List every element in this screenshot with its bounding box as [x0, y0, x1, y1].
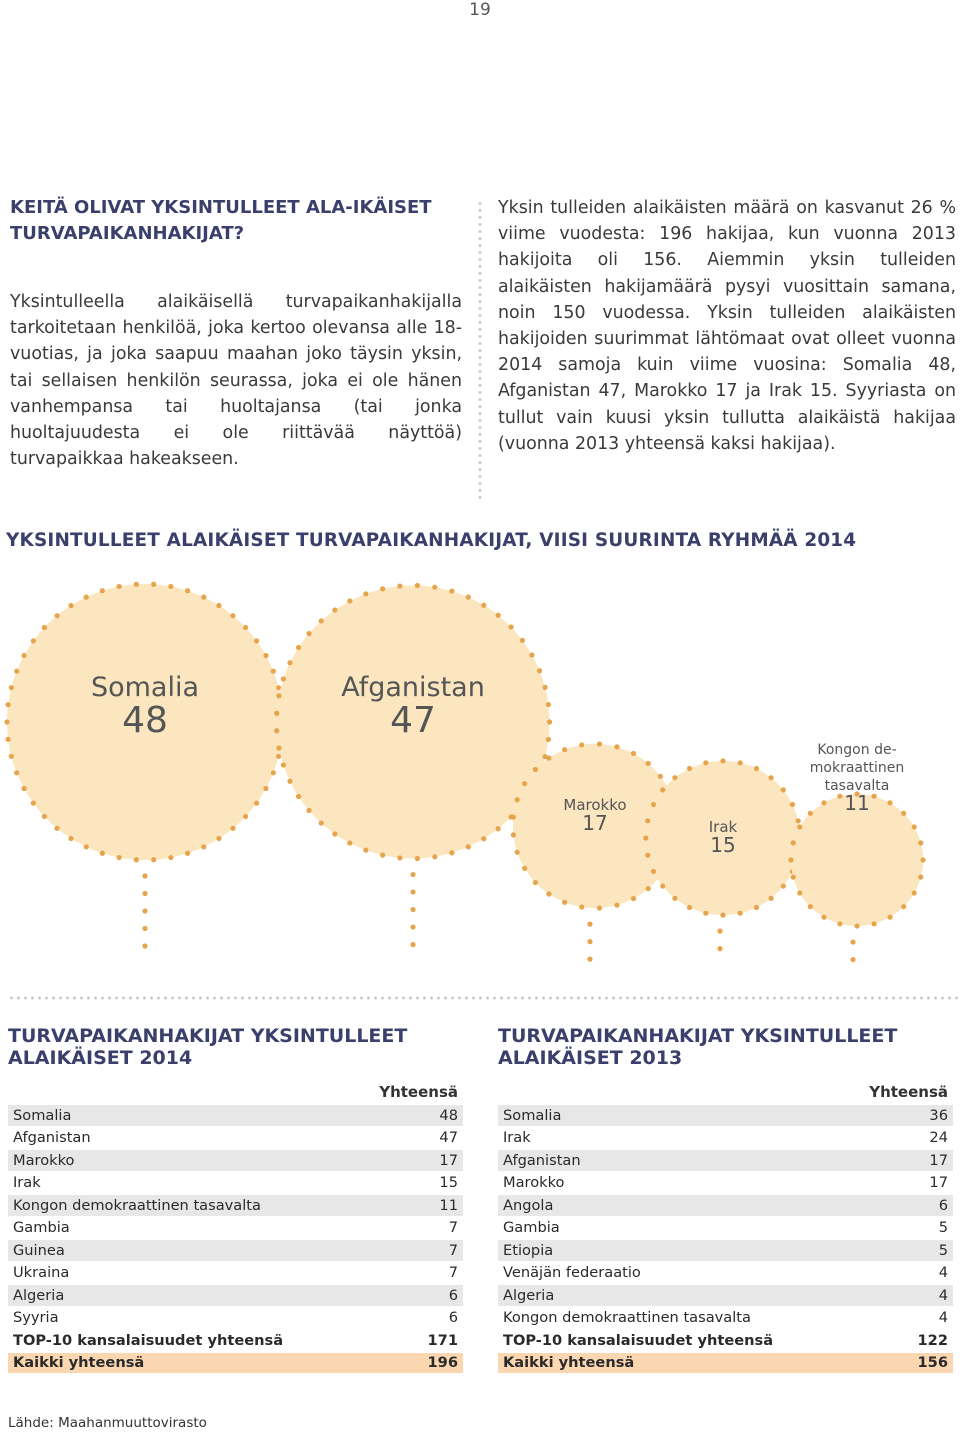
bubble-outline-dot [243, 625, 248, 630]
bubble-outline-dot [380, 586, 385, 591]
bubble-outline-dot [230, 613, 235, 618]
bubble-outline-dot [432, 854, 437, 859]
table-2014-title-line-1: TURVAPAIKANHAKIJAT YKSINTULLEET [8, 1025, 408, 1047]
country-cell: Venäjän federaatio [498, 1263, 896, 1284]
bubble-outline-dot [185, 588, 190, 593]
bubble-outline-dot [449, 850, 454, 855]
table-2014-title [8, 1025, 463, 1081]
bubble-outline-dot [837, 794, 842, 799]
stem-dot [410, 889, 415, 894]
bubble-outline-dot [672, 896, 677, 901]
stem-dot [850, 939, 855, 944]
bubble-outline-dot [546, 737, 551, 742]
country-cell: Syyria [8, 1308, 406, 1329]
bubble-outline-dot [254, 801, 259, 806]
bubble-outline-dot [643, 835, 648, 840]
bubble-outline-dot [296, 645, 301, 650]
stem-dot [850, 957, 855, 962]
count-cell: 4 [896, 1263, 953, 1284]
bubble-outline-dot [768, 775, 773, 780]
country-cell: Afganistan [8, 1128, 406, 1149]
table-row [8, 1218, 463, 1239]
bubble-outline-dot [533, 767, 538, 772]
bubble-label: mokraattinen [809, 760, 905, 776]
bubble-outline-dot [808, 811, 813, 816]
country-cell: Irak [498, 1128, 896, 1149]
bubble-outline-dot [651, 869, 656, 874]
count-cell: 4 [896, 1285, 953, 1306]
table-row [8, 1240, 463, 1261]
table-row [498, 1128, 953, 1149]
bubble-outline-dot [263, 653, 268, 658]
bubble-outline-dot [84, 595, 89, 600]
bubble-outline-dot [168, 855, 173, 860]
table-2014-grid [8, 1103, 463, 1375]
bubble-outline-dot [31, 638, 36, 643]
bubble-outline-dot [481, 836, 486, 841]
country-cell: Afganistan [498, 1150, 896, 1171]
bubble-outline-dot [754, 766, 759, 771]
bubble-outline-dot [100, 588, 105, 593]
bubble-outline-dot [920, 857, 925, 862]
bubble-outline-dot [5, 702, 10, 707]
intro-body-text: Yksintulleella alaikäisellä turvapaikanhakijalla tarkoitetaan henkilöä, joka kertoo olevansa alle 18-vuotias, ja joka saapuu maahan joko täysin yksin, tai sellaisen henkilön seurassa, joka ei ole hänen vanhempansa tai huoltajansa (tai jonka huoltajuudesta ei ole riittävää näyttöä) turvapaikkaa hakeakseen. [10, 292, 462, 470]
bubble-outline-dot [672, 775, 677, 780]
bubble-outline-dot [9, 685, 14, 690]
bubble-outline-dot [21, 653, 26, 658]
bubble-outline-dot [901, 904, 906, 909]
bubble-outline-dot [796, 818, 801, 823]
bubble-outline-dot [306, 808, 311, 813]
bubble-value: 48 [122, 700, 168, 741]
bubble-label: Afganistan [341, 672, 485, 703]
country-cell: Etiopia [498, 1240, 896, 1261]
bubble-value: 15 [710, 833, 736, 857]
table-row [8, 1128, 463, 1149]
bubble-outline-dot [496, 613, 501, 618]
bubble-outline-dot [168, 584, 173, 589]
column-divider [478, 200, 482, 500]
bubble-outline-dot [631, 751, 636, 756]
bubble-outline-dot [134, 857, 139, 862]
bubble-outline-dot [562, 747, 567, 752]
table-row [498, 1173, 953, 1194]
bubble-outline-dot [54, 613, 59, 618]
count-cell: 5 [896, 1240, 953, 1261]
bubble-outline-dot [515, 850, 520, 855]
bubble-outline-dot [687, 905, 692, 910]
bubble-outline-dot [117, 855, 122, 860]
bubble-outline-dot [4, 719, 9, 724]
bubble-value: 11 [844, 791, 870, 815]
table-row [8, 1195, 463, 1216]
bubble-outline-dot [287, 660, 292, 665]
stem-dot [410, 942, 415, 947]
bubble-outline-dot [579, 742, 584, 747]
section-divider [8, 996, 958, 1000]
country-cell: Angola [498, 1195, 896, 1216]
table-row [498, 1308, 953, 1329]
count-cell: 6 [406, 1285, 463, 1306]
bubble-outline-dot [271, 669, 276, 674]
bubble-outline-dot [887, 915, 892, 920]
count-cell: 11 [406, 1195, 463, 1216]
bubble-outline-dot [533, 880, 538, 885]
bubble-outline-dot [542, 685, 547, 690]
bubble-outline-dot [380, 853, 385, 858]
bubble-outline-dot [768, 896, 773, 901]
bubble-outline-dot [797, 824, 802, 829]
bubble-outline-dot [14, 669, 19, 674]
bubble-outline-dot [522, 781, 527, 786]
bubble-outline-dot [781, 787, 786, 792]
count-cell: 171 [406, 1330, 463, 1351]
bubble-outline-dot [363, 848, 368, 853]
bubble-outline-dot [319, 820, 324, 825]
bubble-outline-dot [42, 814, 47, 819]
bubble-outline-dot [660, 883, 665, 888]
count-cell: 36 [896, 1105, 953, 1126]
bubble-outline-dot [821, 800, 826, 805]
stem-dot [142, 891, 147, 896]
count-cell: 47 [406, 1128, 463, 1149]
stem-dot [587, 939, 592, 944]
table-row [498, 1263, 953, 1284]
bubble-outline-dot [432, 585, 437, 590]
table-row [8, 1105, 463, 1126]
bubble-outline-dot [134, 582, 139, 587]
bubble-outline-dot [363, 591, 368, 596]
bubble-outline-dot [216, 603, 221, 608]
bubble-outline-dot [9, 754, 14, 759]
bubble-outline-dot [547, 719, 552, 724]
stem-dot [717, 946, 722, 951]
table-2014 [8, 1025, 463, 1375]
count-cell: 6 [896, 1195, 953, 1216]
bubble-outline-dot [854, 923, 859, 928]
bubble-outline-dot [529, 652, 534, 657]
bubble-outline-dot [42, 625, 47, 630]
country-cell: TOP-10 kansalaisuudet yhteensä [8, 1330, 406, 1351]
bubble-outline-dot [781, 883, 786, 888]
bubble-outline-dot [271, 770, 276, 775]
bubble-outline-dot [738, 911, 743, 916]
bubble-outline-dot [537, 668, 542, 673]
bubble-outline-dot [918, 874, 923, 879]
bubble-outline-dot [5, 737, 10, 742]
top10-total-row [498, 1330, 953, 1351]
bubble-label: Kongon de- [817, 742, 897, 758]
bubble-outline-dot [687, 766, 692, 771]
count-cell: 17 [896, 1150, 953, 1171]
country-cell: Somalia [8, 1105, 406, 1126]
bubble-outline-dot [579, 904, 584, 909]
bubble-outline-dot [614, 903, 619, 908]
bubble-outline-dot [837, 921, 842, 926]
table-row [498, 1218, 953, 1239]
bubble-outline-dot [466, 595, 471, 600]
bubble-outline-dot [562, 900, 567, 905]
bubble-outline-dot [31, 801, 36, 806]
bubble-outline-dot [597, 905, 602, 910]
bubble-outline-dot [274, 711, 279, 716]
stem-dot [142, 943, 147, 948]
bubble-label: Irak [708, 818, 738, 836]
bubble-outline-dot [274, 728, 279, 733]
bubble-outline-dot [397, 583, 402, 588]
stem-dot [142, 908, 147, 913]
table-row [498, 1195, 953, 1216]
bubble-outline-dot [347, 598, 352, 603]
bubble-outline-dot [645, 853, 650, 858]
count-cell: 7 [406, 1263, 463, 1284]
table-row [498, 1150, 953, 1171]
count-cell: 196 [406, 1353, 463, 1374]
bubble-outline-dot [263, 786, 268, 791]
bubble-label: Somalia [90, 672, 200, 703]
bubble-outline-dot [281, 762, 286, 767]
bubble-outline-dot [449, 588, 454, 593]
bubble-outline-dot [515, 797, 520, 802]
table-2013-title [498, 1025, 953, 1081]
stem-dot [410, 872, 415, 877]
bubble-outline-dot [720, 913, 725, 918]
stem-dot [410, 907, 415, 912]
bubble-outline-dot [508, 624, 513, 629]
bubble-outline-dot [887, 800, 892, 805]
bubble-outline-dot [466, 844, 471, 849]
bubble-outline-dot [511, 815, 516, 820]
chart-title: YKSINTULLEET ALAIKÄISET TURVAPAIKANHAKIJAT, VIISI SUURINTA RYHMÄÄ 2014 [6, 530, 857, 551]
bubble-outline-dot [332, 831, 337, 836]
bubble-outline-dot [520, 638, 525, 643]
count-cell: 4 [896, 1308, 953, 1329]
stem-dot [142, 926, 147, 931]
bubble-outline-dot [871, 921, 876, 926]
bubble-outline-dot [397, 855, 402, 860]
count-cell: 17 [896, 1173, 953, 1194]
bubble-outline-dot [901, 811, 906, 816]
bubble-outline-dot [511, 832, 516, 837]
country-cell: Guinea [8, 1240, 406, 1261]
bubble-outline-dot [703, 760, 708, 765]
bubble-value: 47 [390, 700, 436, 741]
bubble-outline-dot [276, 693, 281, 698]
bubble-outline-dot [281, 676, 286, 681]
bubble-outline-dot [660, 787, 665, 792]
bubble-outline-dot [918, 840, 923, 845]
table-row [498, 1285, 953, 1306]
stem-dot [717, 929, 722, 934]
stem-dot [410, 924, 415, 929]
bubble-outline-dot [871, 794, 876, 799]
bubble-outline-dot [912, 824, 917, 829]
bubble-outline-dot [201, 595, 206, 600]
right-body-text: Yksin tulleiden alaikäisten määrä on kasvanut 26 % viime vuodesta: 196 hakijaa, kun vuonna 2013 hakijoita oli 156. Aiemmin yksin tulleiden alaikäisten hakijamäärä pysyi vuosittain samana, noin 150 vuodessa. Yksin tulleiden alaikäisten hakijoiden suurimmat lähtömaat ovat olleet vuonna 2014 samoja kuin viime vuosina: Somalia 48, Afganistan 47, Marokko 17 ja Irak 15. Syyriasta on tullut vain kuusi yksin tullutta alaikäistä hakijaa (vuonna 2013 yhteensä kaksi hakijaa). [498, 198, 956, 454]
table-2013-column-header: Yhteensä [869, 1083, 948, 1101]
table-2013-title-line-1: TURVAPAIKANHAKIJAT YKSINTULLEET [498, 1025, 898, 1047]
count-cell: 15 [406, 1173, 463, 1194]
bubble-outline-dot [522, 866, 527, 871]
count-cell: 122 [896, 1330, 953, 1351]
bubble-outline-dot [68, 836, 73, 841]
bubble-outline-dot [415, 583, 420, 588]
country-cell: Kongon demokraattinen tasavalta [498, 1308, 896, 1329]
page-number: 19 [469, 0, 491, 20]
bubble-outline-dot [151, 857, 156, 862]
bubble-outline-dot [791, 840, 796, 845]
country-cell: Gambia [8, 1218, 406, 1239]
bubble-chart [0, 560, 960, 980]
country-cell: Kaikki yhteensä [498, 1353, 896, 1374]
table-row [498, 1105, 953, 1126]
source-note: Lähde: Maahanmuuttovirasto [8, 1415, 207, 1431]
bubble-outline-dot [481, 603, 486, 608]
bubble-outline-dot [117, 584, 122, 589]
bubble-outline-dot [254, 638, 259, 643]
bubble-outline-dot [306, 631, 311, 636]
table-row [498, 1240, 953, 1261]
top10-total-row [8, 1330, 463, 1351]
table-row [8, 1263, 463, 1284]
bubble-outline-dot [68, 603, 73, 608]
count-cell: 6 [406, 1308, 463, 1329]
country-cell: Kongon demokraattinen tasavalta [8, 1195, 406, 1216]
bubble-outline-dot [100, 851, 105, 856]
country-cell: Gambia [498, 1218, 896, 1239]
bubble-outline-dot [808, 904, 813, 909]
bubble-outline-dot [703, 911, 708, 916]
bubble-outline-dot [230, 826, 235, 831]
count-cell: 48 [406, 1105, 463, 1126]
count-cell: 7 [406, 1218, 463, 1239]
bubble-label: Marokko [563, 796, 627, 814]
country-cell: Marokko [498, 1173, 896, 1194]
stem-dot [587, 957, 592, 962]
table-row [8, 1285, 463, 1306]
table-2014-column-header: Yhteensä [379, 1083, 458, 1101]
bubble-outline-dot [645, 818, 650, 823]
bubble-outline-dot [546, 755, 551, 760]
intro-heading: KEITÄ OLIVAT YKSINTULLEET ALA-IKÄISET TURVAPAIKANHAKIJAT? [10, 197, 432, 244]
bubble-outline-dot [790, 802, 795, 807]
bubble-outline-dot [243, 814, 248, 819]
bubble-outline-dot [319, 618, 324, 623]
country-cell: Kaikki yhteensä [8, 1353, 406, 1374]
table-2014-title-line-2: ALAIKÄISET 2014 [8, 1047, 193, 1069]
bubble-outline-dot [646, 761, 651, 766]
bubble-outline-dot [151, 582, 156, 587]
country-cell: Algeria [8, 1285, 406, 1306]
bubble-outline-dot [788, 857, 793, 862]
bubble-outline-dot [597, 741, 602, 746]
count-cell: 24 [896, 1128, 953, 1149]
table-2013-grid [498, 1103, 953, 1375]
country-cell: Algeria [498, 1285, 896, 1306]
country-cell: Marokko [8, 1150, 406, 1171]
country-cell: Somalia [498, 1105, 896, 1126]
bubble-outline-dot [201, 844, 206, 849]
bubble-value: 17 [582, 811, 608, 835]
bubble-outline-dot [216, 836, 221, 841]
bubble-outline-dot [276, 746, 281, 751]
country-cell: Ukraina [8, 1263, 406, 1284]
bubble-outline-dot [21, 786, 26, 791]
bubble-outline-dot [347, 840, 352, 845]
count-cell: 7 [406, 1240, 463, 1261]
bubble-outline-dot [791, 874, 796, 879]
bubble-outline-dot [646, 886, 651, 891]
bubble-outline-dot [546, 891, 551, 896]
bubble-outline-dot [287, 779, 292, 784]
count-cell: 5 [896, 1218, 953, 1239]
bubble-outline-dot [738, 760, 743, 765]
count-cell: 156 [896, 1353, 953, 1374]
bubble-outline-dot [496, 826, 501, 831]
table-2013 [498, 1025, 953, 1375]
bubble-outline-dot [84, 844, 89, 849]
bubble-outline-dot [797, 890, 802, 895]
country-cell: Irak [8, 1173, 406, 1194]
table-2013-title-line-2: ALAIKÄISET 2013 [498, 1047, 683, 1069]
bubble-outline-dot [651, 802, 656, 807]
bubble-outline-dot [14, 770, 19, 775]
table-row [8, 1173, 463, 1194]
grand-total-row [498, 1353, 953, 1374]
count-cell: 17 [406, 1150, 463, 1171]
bubble-outline-dot [185, 851, 190, 856]
table-row [8, 1150, 463, 1171]
bubble-outline-dot [821, 915, 826, 920]
country-cell: TOP-10 kansalaisuudet yhteensä [498, 1330, 896, 1351]
stem-dot [587, 922, 592, 927]
bubble-outline-dot [720, 758, 725, 763]
bubble-outline-dot [614, 744, 619, 749]
bubble-outline-dot [546, 702, 551, 707]
stem-dot [142, 873, 147, 878]
bubble-outline-dot [296, 794, 301, 799]
bubble-outline-dot [658, 774, 663, 779]
bubble-outline-dot [631, 896, 636, 901]
bubble-outline-dot [912, 890, 917, 895]
table-row [8, 1308, 463, 1329]
bubble-outline-dot [754, 905, 759, 910]
bubble-outline-dot [415, 856, 420, 861]
bubble-outline-dot [332, 607, 337, 612]
bubble-label: tasavalta [824, 778, 890, 794]
bubble-outline-dot [54, 826, 59, 831]
grand-total-row [8, 1353, 463, 1374]
